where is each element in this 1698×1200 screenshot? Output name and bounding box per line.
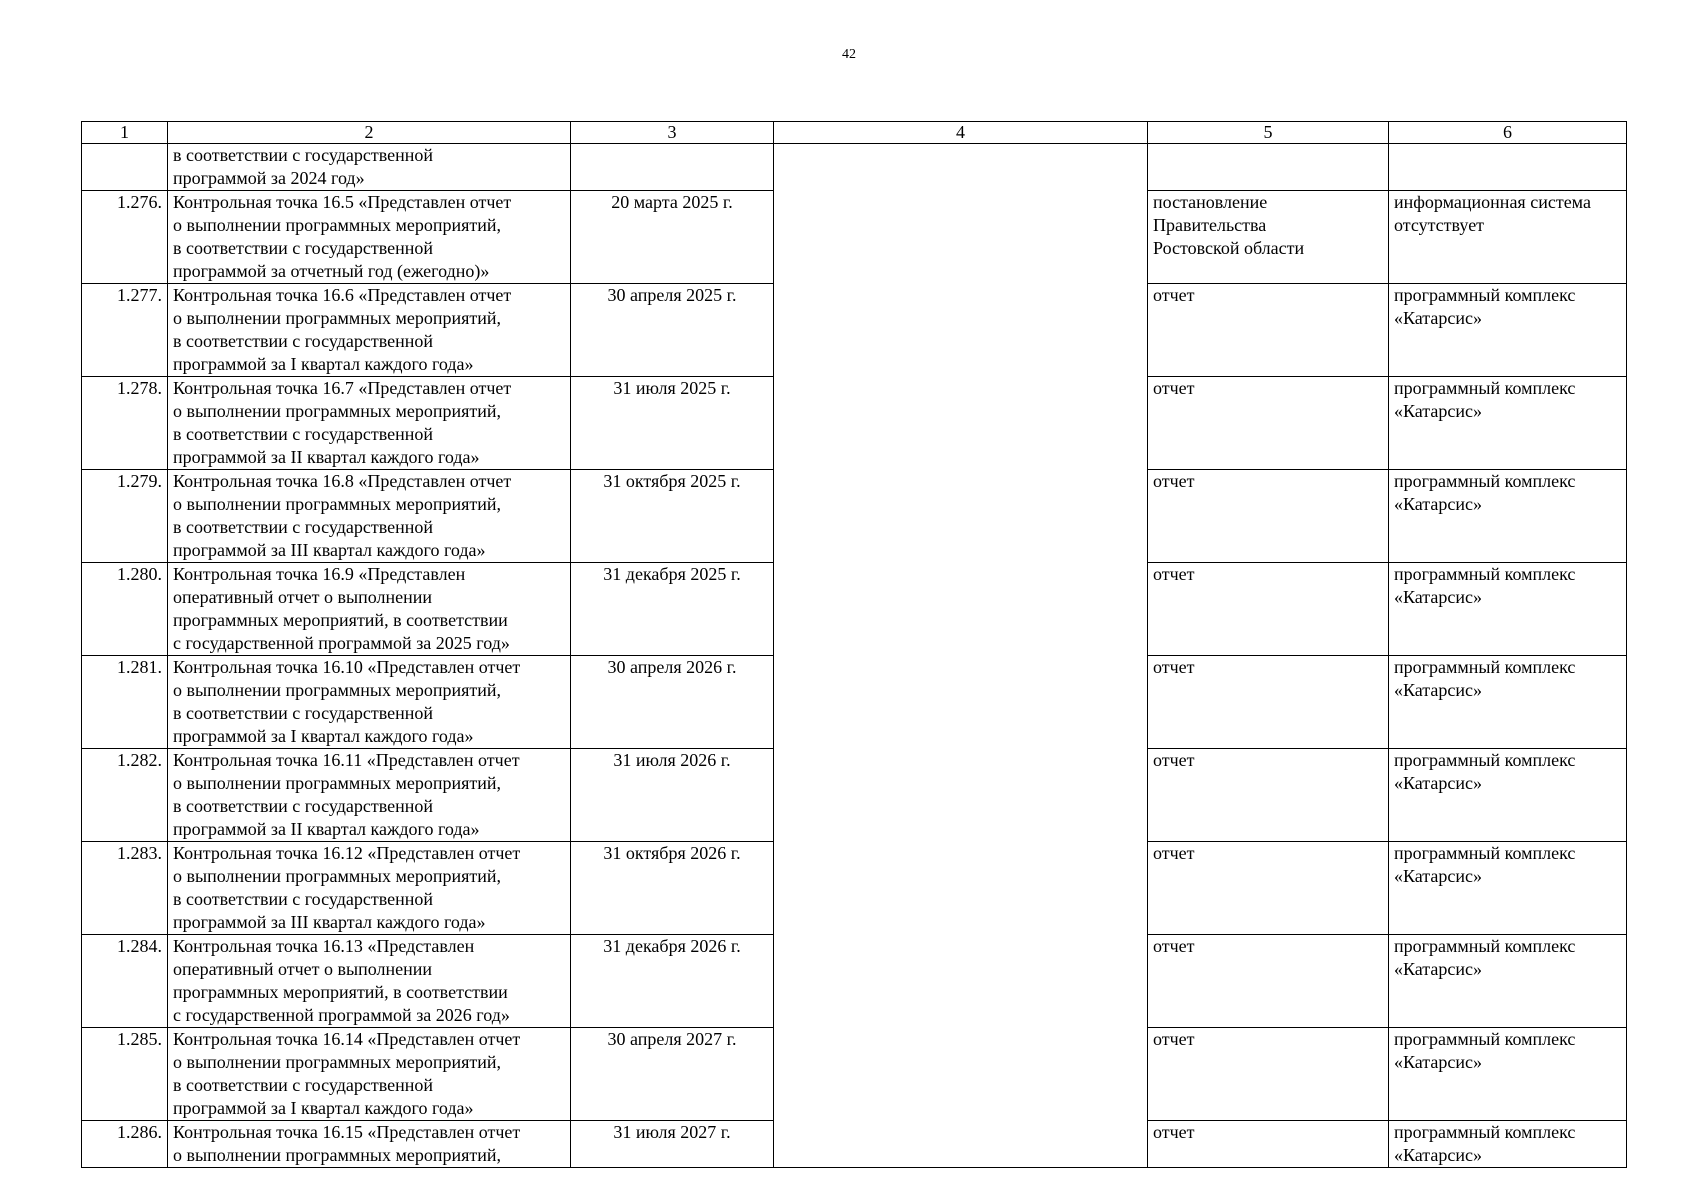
system-text: программный комплекс «Катарсис»: [1394, 936, 1576, 979]
row-number-cell: 1.285.: [82, 1028, 168, 1121]
date-cell: 30 апреля 2027 г.: [571, 1028, 774, 1121]
page-number: 42: [842, 47, 856, 62]
date-cell: 20 марта 2025 г.: [571, 191, 774, 284]
document-cell: [1148, 470, 1389, 563]
description-cell: [168, 563, 571, 656]
document-cell: [1148, 377, 1389, 470]
date-cell: 31 октября 2025 г.: [571, 470, 774, 563]
document-text: отчет: [1153, 1029, 1195, 1049]
document-text: отчет: [1153, 285, 1195, 305]
system-text: программный комплекс «Катарсис»: [1394, 1122, 1576, 1165]
document-cell: [1148, 144, 1389, 191]
description-cell: [168, 377, 571, 470]
system-text: программный комплекс «Катарсис»: [1394, 843, 1576, 886]
column-number-header-row: [82, 122, 1627, 144]
document-cell: [1148, 284, 1389, 377]
description-text: Контрольная точка 16.13 «Представлен оперативный отчет о выполнении программных мероприятий, в соответствии с государственной программой за 2026 год»: [173, 936, 510, 1025]
description-cell: [168, 749, 571, 842]
description-cell: [168, 935, 571, 1028]
description-text: Контрольная точка 16.6 «Представлен отчет о выполнении программных мероприятий, в соответствии с государственной программой за I квартал каждого года»: [173, 285, 512, 374]
system-text: информационная система отсутствует: [1394, 192, 1591, 235]
document-text: отчет: [1153, 564, 1195, 584]
description-cell: [168, 284, 571, 377]
description-cell: [168, 470, 571, 563]
system-cell: [1389, 377, 1627, 470]
row-number-cell: 1.277.: [82, 284, 168, 377]
document-cell: [1148, 1028, 1389, 1121]
system-cell: [1389, 284, 1627, 377]
description-cell: [168, 1121, 571, 1168]
responsible-merged-cell: [774, 144, 1148, 1168]
system-cell: [1389, 656, 1627, 749]
row-number-cell: 1.276.: [82, 191, 168, 284]
row-number-cell: 1.281.: [82, 656, 168, 749]
row-number-cell: 1.282.: [82, 749, 168, 842]
document-cell: [1148, 842, 1389, 935]
date-cell: 31 декабря 2026 г.: [571, 935, 774, 1028]
document-cell: [1148, 935, 1389, 1028]
system-cell: [1389, 144, 1627, 191]
column-header-3: 3: [571, 122, 774, 144]
description-text: Контрольная точка 16.15 «Представлен отчет о выполнении программных мероприятий,: [173, 1122, 521, 1165]
row-number-cell: 1.283.: [82, 842, 168, 935]
row-number-cell: 1.278.: [82, 377, 168, 470]
system-text: программный комплекс «Катарсис»: [1394, 378, 1576, 421]
document-cell: [1148, 1121, 1389, 1168]
system-cell: [1389, 470, 1627, 563]
system-cell: [1389, 191, 1627, 284]
document-cell: [1148, 191, 1389, 284]
column-header-1: 1: [82, 122, 168, 144]
document-cell: [1148, 563, 1389, 656]
description-cell: [168, 144, 571, 191]
description-text: в соответствии с государственной программой за 2024 год»: [173, 145, 433, 188]
system-text: программный комплекс «Катарсис»: [1394, 657, 1576, 700]
date-cell: 30 апреля 2025 г.: [571, 284, 774, 377]
description-text: Контрольная точка 16.14 «Представлен отчет о выполнении программных мероприятий, в соответствии с государственной программой за I квартал каждого года»: [173, 1029, 521, 1118]
control-points-table: [81, 121, 1627, 1168]
system-text: программный комплекс «Катарсис»: [1394, 564, 1576, 607]
system-cell: [1389, 1121, 1627, 1168]
system-cell: [1389, 842, 1627, 935]
description-text: Контрольная точка 16.10 «Представлен отчет о выполнении программных мероприятий, в соответствии с государственной программой за I квартал каждого года»: [173, 657, 521, 746]
system-text: программный комплекс «Катарсис»: [1394, 1029, 1576, 1072]
row-number-cell: 1.284.: [82, 935, 168, 1028]
date-cell: 31 июля 2027 г.: [571, 1121, 774, 1168]
system-cell: [1389, 935, 1627, 1028]
date-cell: 31 октября 2026 г.: [571, 842, 774, 935]
system-cell: [1389, 749, 1627, 842]
date-cell: 31 декабря 2025 г.: [571, 563, 774, 656]
description-text: Контрольная точка 16.7 «Представлен отчет о выполнении программных мероприятий, в соответствии с государственной программой за II квартал каждого года»: [173, 378, 512, 467]
document-cell: [1148, 656, 1389, 749]
description-text: Контрольная точка 16.8 «Представлен отчет о выполнении программных мероприятий, в соответствии с государственной программой за III квартал каждого года»: [173, 471, 512, 560]
row-number-cell: 1.280.: [82, 563, 168, 656]
row-number-cell: [82, 144, 168, 191]
description-cell: [168, 1028, 571, 1121]
system-cell: [1389, 1028, 1627, 1121]
date-cell: 31 июля 2025 г.: [571, 377, 774, 470]
document-text: отчет: [1153, 378, 1195, 398]
column-header-6: 6: [1389, 122, 1627, 144]
description-text: Контрольная точка 16.12 «Представлен отчет о выполнении программных мероприятий, в соответствии с государственной программой за III квартал каждого года»: [173, 843, 521, 932]
column-header-2: 2: [168, 122, 571, 144]
description-text: Контрольная точка 16.9 «Представлен оперативный отчет о выполнении программных мероприятий, в соответствии с государственной программой за 2025 год»: [173, 564, 510, 653]
document-text: отчет: [1153, 843, 1195, 863]
system-cell: [1389, 563, 1627, 656]
description-text: Контрольная точка 16.11 «Представлен отчет о выполнении программных мероприятий, в соответствии с государственной программой за II квартал каждого года»: [173, 750, 520, 839]
document-text: отчет: [1153, 471, 1195, 491]
row-number-cell: 1.286.: [82, 1121, 168, 1168]
table-row-continuation: [82, 144, 1627, 191]
date-cell: 31 июля 2026 г.: [571, 749, 774, 842]
description-cell: [168, 191, 571, 284]
date-cell: [571, 144, 774, 191]
description-cell: [168, 656, 571, 749]
document-text: отчет: [1153, 936, 1195, 956]
date-cell: 30 апреля 2026 г.: [571, 656, 774, 749]
system-text: программный комплекс «Катарсис»: [1394, 471, 1576, 514]
system-text: программный комплекс «Катарсис»: [1394, 285, 1576, 328]
row-number-cell: 1.279.: [82, 470, 168, 563]
column-header-5: 5: [1148, 122, 1389, 144]
column-header-4: 4: [774, 122, 1148, 144]
system-text: программный комплекс «Катарсис»: [1394, 750, 1576, 793]
description-text: Контрольная точка 16.5 «Представлен отчет о выполнении программных мероприятий, в соответствии с государственной программой за отчетный год (ежегодно)»: [173, 192, 512, 281]
document-text: отчет: [1153, 750, 1195, 770]
document-cell: [1148, 749, 1389, 842]
document-text: отчет: [1153, 657, 1195, 677]
document-text: отчет: [1153, 1122, 1195, 1142]
document-text: постановление Правительства Ростовской области: [1153, 192, 1305, 258]
description-cell: [168, 842, 571, 935]
